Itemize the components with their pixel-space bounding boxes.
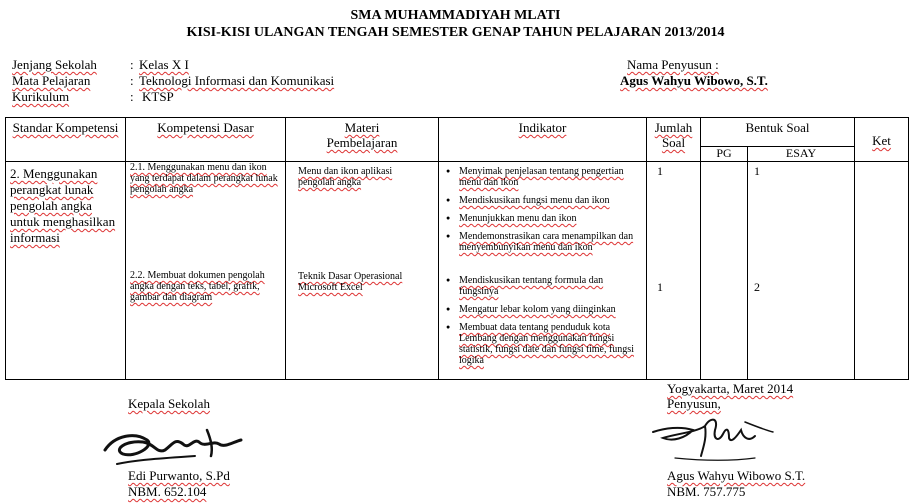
- penyusun-nbm: NBM. 757.775: [667, 484, 746, 499]
- list-item: ● Menunjukkan menu dan ikon: [459, 213, 642, 224]
- list-item: ● Menyimak penjelasan tentang pengertian menu dan ikon: [459, 166, 642, 188]
- jenjang-colon: :: [130, 57, 134, 72]
- jenjang-value: Kelas X I: [139, 57, 189, 72]
- header-kompetensi-dasar: Kompetensi Dasar: [126, 118, 286, 162]
- penyusun-name: Agus Wahyu Wibowo S.T.: [667, 468, 806, 483]
- mapel-label: Mata Pelajaran: [12, 73, 91, 88]
- penyusun-sign-label: Penyusun,: [667, 396, 721, 411]
- penyusun-signature: [645, 408, 795, 468]
- header-materi: Materi Pembelajaran: [286, 118, 439, 162]
- jumlah-row-2: 1: [657, 280, 663, 294]
- penyusun-value: Agus Wahyu Wibowo, S.T.: [620, 73, 768, 88]
- kurikulum-colon: :: [130, 89, 134, 104]
- list-item: ● Mengatur lebar kolom yang diinginkan: [459, 304, 642, 315]
- mapel-value: Teknologi Informasi dan Komunikasi: [139, 73, 335, 88]
- header-standar-kompetensi: Standar Kompetensi: [6, 118, 126, 162]
- cell-pg: [701, 162, 748, 380]
- list-item: ● Mendiskusikan fungsi menu dan ikon: [459, 195, 642, 206]
- cell-ket: [855, 162, 909, 380]
- header-jumlah-soal: Jumlah Soal: [647, 118, 701, 162]
- header-esay: ESAY: [748, 147, 855, 162]
- esay-row-2: 2: [754, 280, 760, 294]
- document-title: KISI-KISI ULANGAN TENGAH SEMESTER GENAP TAHUN PELAJARAN 2013/2014: [186, 25, 725, 40]
- penyusun-label: Nama Penyusun :: [627, 57, 719, 72]
- header-ket: Ket: [855, 118, 909, 162]
- cell-esay: [748, 162, 855, 380]
- kepsek-sign-label: Kepala Sekolah: [128, 396, 210, 411]
- kurikulum-value: KTSP: [142, 89, 174, 104]
- indikator-list-2: [439, 275, 642, 373]
- cell-jumlah: [647, 162, 701, 380]
- list-item: ● Membuat data tentang penduduk kota Lembang dengan menggunakan fungsi statistik, fungsi date dan fungsi time, fungsi logika: [459, 322, 642, 366]
- header-bentuk-soal: Bentuk Soal: [701, 118, 855, 147]
- kepsek-name: Edi Purwanto, S.Pd: [128, 468, 230, 483]
- list-item: ● Mendemonstrasikan cara menampilkan dan menyembunyikan menu dan ikon: [459, 231, 642, 253]
- header-pg: PG: [701, 147, 748, 162]
- kurikulum-label: Kurikulum: [12, 89, 70, 104]
- mapel-colon: :: [130, 73, 134, 88]
- kisi-kisi-table: [5, 117, 909, 380]
- kepsek-nbm: NBM. 652.104: [128, 484, 207, 499]
- materi-row-1: Menu dan ikon aplikasi pengolah angka: [298, 166, 393, 188]
- cell-indikator: [439, 162, 647, 380]
- kepsek-signature: [95, 420, 255, 475]
- materi-row-2: Teknik Dasar Operasional Microsoft Excel: [298, 271, 403, 293]
- indikator-list-1: [439, 166, 642, 260]
- cell-kompetensi-dasar: [126, 162, 286, 380]
- jenjang-label: Jenjang Sekolah: [12, 57, 97, 72]
- kd-row-1: 2.1. Menggunakan menu dan ikon yang terdapat dalam perangkat lunak pengolah angka: [130, 162, 278, 195]
- cell-standar-kompetensi: 2. Menggunakan perangkat lunak pengolah angka untuk menghasilkan informasi: [6, 162, 126, 380]
- cell-materi: [286, 162, 439, 380]
- header-indikator: Indikator: [439, 118, 647, 162]
- esay-row-1: 1: [754, 164, 760, 178]
- school-name: SMA MUHAMMADIYAH MLATI: [350, 8, 561, 23]
- kd-row-2: 2.2. Membuat dokumen pengolah angka dengan teks, tabel, grafik, gambar dan diagram: [130, 270, 265, 303]
- jumlah-row-1: 1: [657, 164, 663, 178]
- list-item: ● Mendiskusikan tentang formula dan fungsinya: [459, 275, 642, 297]
- place-date: Yogyakarta, Maret 2014: [667, 381, 794, 396]
